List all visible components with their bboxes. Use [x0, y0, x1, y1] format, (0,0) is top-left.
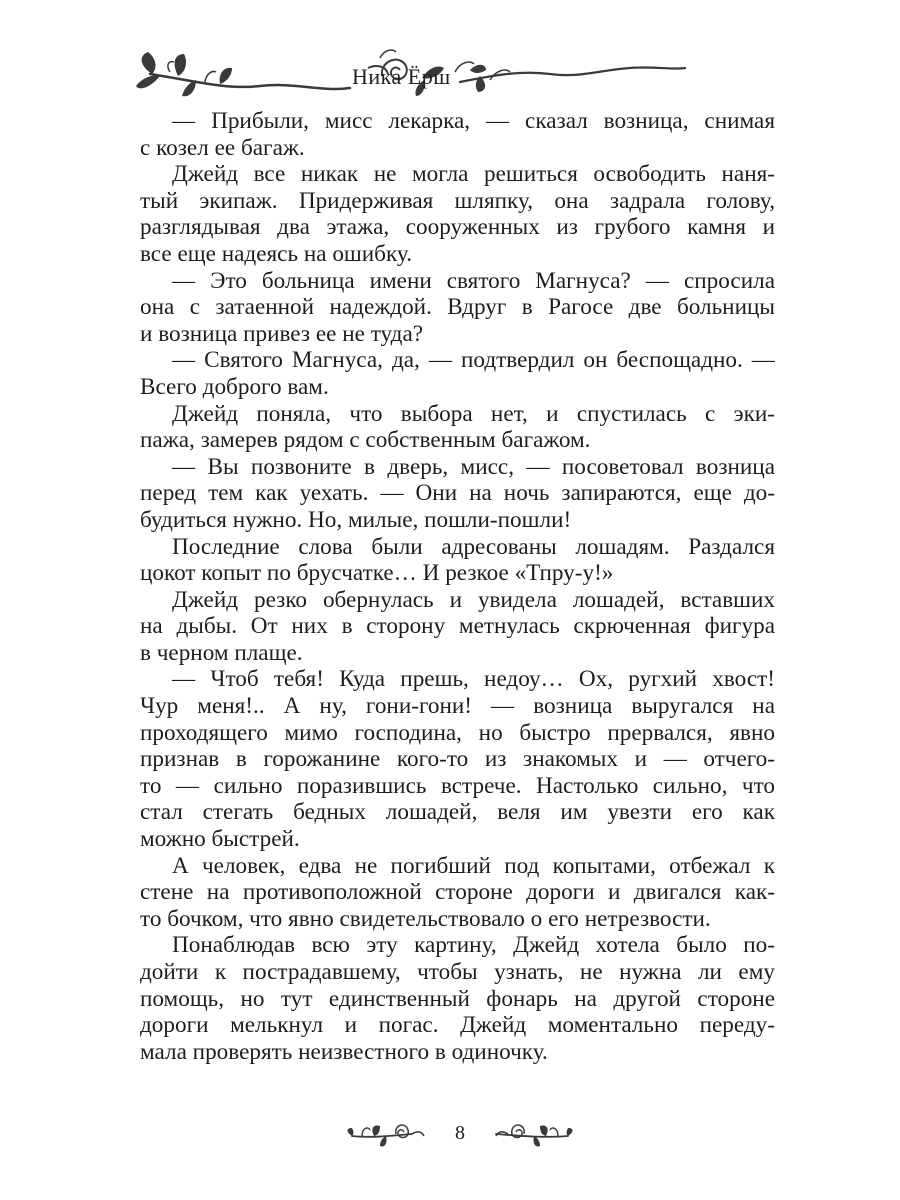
- paragraph: [140, 932, 775, 1065]
- paragraph: [140, 454, 775, 534]
- text-line: Чур меня!.. А ну, гони-гони! — возница выругался на: [140, 693, 775, 720]
- text-line: и возница привез ее не туда?: [140, 320, 424, 347]
- paragraph: [140, 347, 775, 400]
- text-line: все еще надеясь на ошибку.: [140, 240, 412, 267]
- text-line: — Прибыли, мисс лекарка, — сказал возница, снимая: [172, 108, 775, 134]
- text-line: — Святого Магнуса, да, — подтвердил он беспощадно. —: [172, 347, 775, 374]
- text-line: будиться нужно. Но, милые, пошли-пошли!: [140, 506, 572, 533]
- text-line: Джейд резко обернулась и увидела лошадей, вставших: [172, 586, 775, 613]
- text-line: — Чтоб тебя! Куда прешь, недоу… Ох, ругхий хвост!: [172, 666, 775, 693]
- running-header: [130, 40, 770, 110]
- paragraph: [140, 853, 775, 933]
- text-line: помощь, но тут единственный фонарь на другой стороне: [140, 985, 775, 1012]
- text-line: она с затаенной надеждой. Вдруг в Рагосе две больницы: [140, 294, 775, 321]
- text-line: признав в горожанине кого-то из знакомых и — отчего-: [140, 746, 775, 773]
- paragraph: [140, 587, 775, 667]
- text-line: дойти к пострадавшему, чтобы узнать, не нужна ли ему: [140, 959, 775, 985]
- paragraph: [140, 534, 775, 587]
- paragraph: [140, 161, 775, 267]
- text-line: проходящего мимо господина, но быстро прервался, явно: [140, 719, 775, 746]
- text-line: можно быстрей.: [140, 826, 300, 853]
- text-line: то — сильно поразившись встрече. Настолько сильно, что: [140, 772, 775, 799]
- paragraph: [140, 401, 775, 454]
- text-line: перед тем как уехать. — Они на ночь запираются, еще до-: [140, 480, 775, 507]
- text-line: — Вы позвоните в дверь, мисс, — посоветовал возница: [172, 453, 775, 480]
- text-line: тый экипаж. Придерживая шляпку, она задрала голову,: [140, 187, 775, 214]
- text-line: стене на противоположной стороне дороги и двигался как-: [140, 879, 775, 906]
- text-line: цокот копыт по брусчатке… И резкое «Тпру-у!»: [140, 560, 614, 587]
- text-line: Последние слова были адресованы лошадям. Раздался: [172, 533, 775, 560]
- text-line: в черном плаще.: [140, 639, 303, 666]
- text-line: Джейд все никак не могла решиться освободить наня-: [172, 161, 775, 188]
- text-line: — Это больница имени святого Магнуса? — спросила: [172, 267, 775, 294]
- author-name: Ника Ёрш: [352, 64, 451, 89]
- body-text: [140, 108, 775, 1065]
- text-line: пажа, замерев рядом с собственным багажом.: [140, 427, 591, 454]
- text-line: А человек, едва не погибший под копытами, отбежал к: [172, 852, 775, 879]
- text-line: с козел ее багаж.: [140, 134, 305, 161]
- text-line: то бочком, что явно свидетельствовало о его нетрезвости.: [140, 905, 711, 932]
- text-line: Всего доброго вам.: [140, 373, 329, 400]
- page-number: 8: [455, 1122, 465, 1144]
- page-footer: [340, 1114, 580, 1154]
- text-line: Понаблюдав всю эту картину, Джейд хотела было по-: [172, 932, 775, 959]
- text-line: разглядывая два этажа, сооруженных из грубого камня и: [140, 214, 775, 241]
- paragraph: [140, 268, 775, 348]
- paragraph: [140, 108, 775, 161]
- text-line: Джейд поняла, что выбора нет, и спустилась с эки-: [172, 400, 775, 427]
- text-line: на дыбы. От них в сторону метнулась скрюченная фигура: [140, 613, 775, 640]
- paragraph: [140, 666, 775, 852]
- text-line: стал стегать бедных лошадей, веля им увезти его как: [140, 799, 775, 826]
- text-line: мала проверять неизвестного в одиночку.: [140, 1038, 548, 1065]
- text-line: дороги мелькнул и погас. Джейд моментально переду-: [140, 1012, 775, 1039]
